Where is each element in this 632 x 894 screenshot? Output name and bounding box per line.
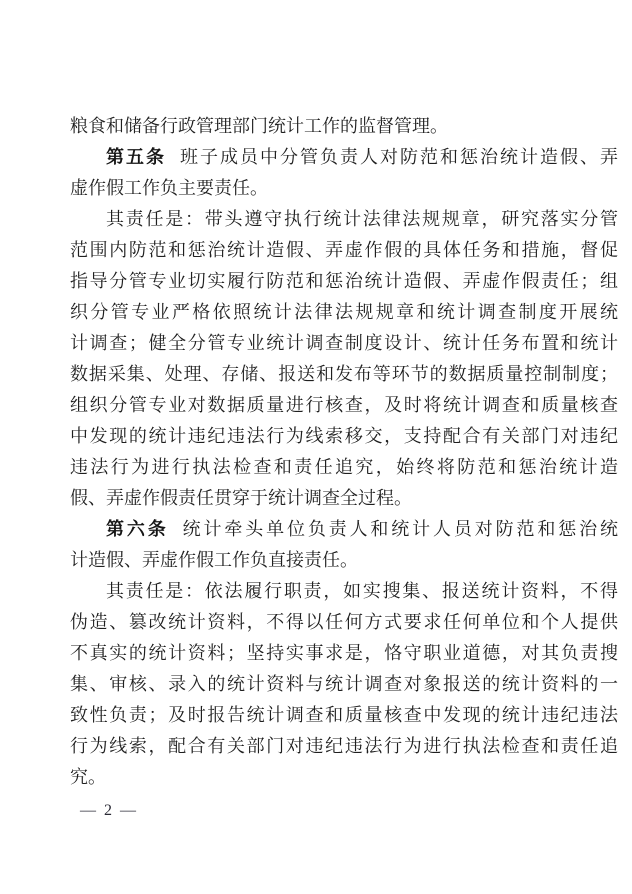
text-line (70, 545, 618, 576)
text-line (70, 235, 618, 266)
text-line (70, 297, 618, 328)
line-text: 集、审核、录入的统计资料与统计调查对象报送的统计资料的一 (70, 674, 618, 694)
text-line (70, 142, 618, 173)
text-line (70, 576, 618, 607)
line-text: 统计牵头单位负责人和统计人员对防范和惩治统 (182, 519, 618, 539)
text-line (70, 421, 618, 452)
article-number: 第六条 (106, 519, 169, 539)
line-text: 数据采集、处理、存储、报送和发布等环节的数据质量控制制度； (70, 364, 618, 384)
line-text: 伪造、篡改统计资料，不得以任何方式要求任何单位和个人提供 (70, 612, 618, 632)
line-text: 班子成员中分管负责人对防范和惩治统计造假、弄 (180, 147, 618, 167)
line-text: 虚作假工作负主要责任。 (70, 178, 268, 198)
text-line (70, 731, 618, 762)
line-text: 不真实的统计资料；坚持实事求是，恪守职业道德，对其负责搜 (70, 643, 618, 663)
line-text: 计造假、弄虚作假工作负直接责任。 (70, 550, 358, 570)
line-text: 组织分管专业对数据质量进行核查，及时将统计调查和质量核查 (70, 395, 618, 415)
text-line (70, 266, 618, 297)
line-text: 致性负责；及时报告统计调查和质量核查中发现的统计违纪违法 (70, 705, 618, 725)
document-body (70, 111, 618, 793)
text-line (70, 359, 618, 390)
page-number: — 2 — (80, 802, 138, 819)
line-text: 计调查；健全分管专业统计调查制度设计、统计任务布置和统计 (70, 333, 618, 353)
line-text: 织分管专业严格依照统计法律法规规章和统计调查制度开展统 (70, 302, 618, 322)
text-line (70, 328, 618, 359)
text-line (70, 483, 618, 514)
line-text: 中发现的统计违纪违法行为线索移交，支持配合有关部门对违纪 (70, 426, 618, 446)
text-line (70, 452, 618, 483)
text-line (70, 390, 618, 421)
line-text: 粮食和储备行政管理部门统计工作的监督管理。 (70, 116, 448, 136)
line-text: 其责任是：带头遵守执行统计法律法规规章，研究落实分管 (106, 209, 618, 229)
line-text: 行为线索，配合有关部门对违纪违法行为进行执法检查和责任追 (70, 736, 618, 756)
line-text: 其责任是：依法履行职责，如实搜集、报送统计资料，不得 (106, 581, 618, 601)
line-text: 究。 (70, 767, 106, 787)
text-line (70, 607, 618, 638)
text-line (70, 514, 618, 545)
text-line (70, 638, 618, 669)
article-number: 第五条 (106, 147, 166, 167)
line-text: 违法行为进行执法检查和责任追究，始终将防范和惩治统计造 (70, 457, 618, 477)
line-text: 假、弄虚作假责任贯穿于统计调查全过程。 (70, 488, 412, 508)
text-line (70, 762, 618, 793)
text-line (70, 204, 618, 235)
text-line (70, 669, 618, 700)
text-line (70, 173, 618, 204)
line-text: 范围内防范和惩治统计造假、弄虚作假的具体任务和措施，督促 (70, 240, 618, 260)
line-text: 指导分管专业切实履行防范和惩治统计造假、弄虚作假责任；组 (70, 271, 618, 291)
text-line (70, 111, 618, 142)
text-line (70, 700, 618, 731)
